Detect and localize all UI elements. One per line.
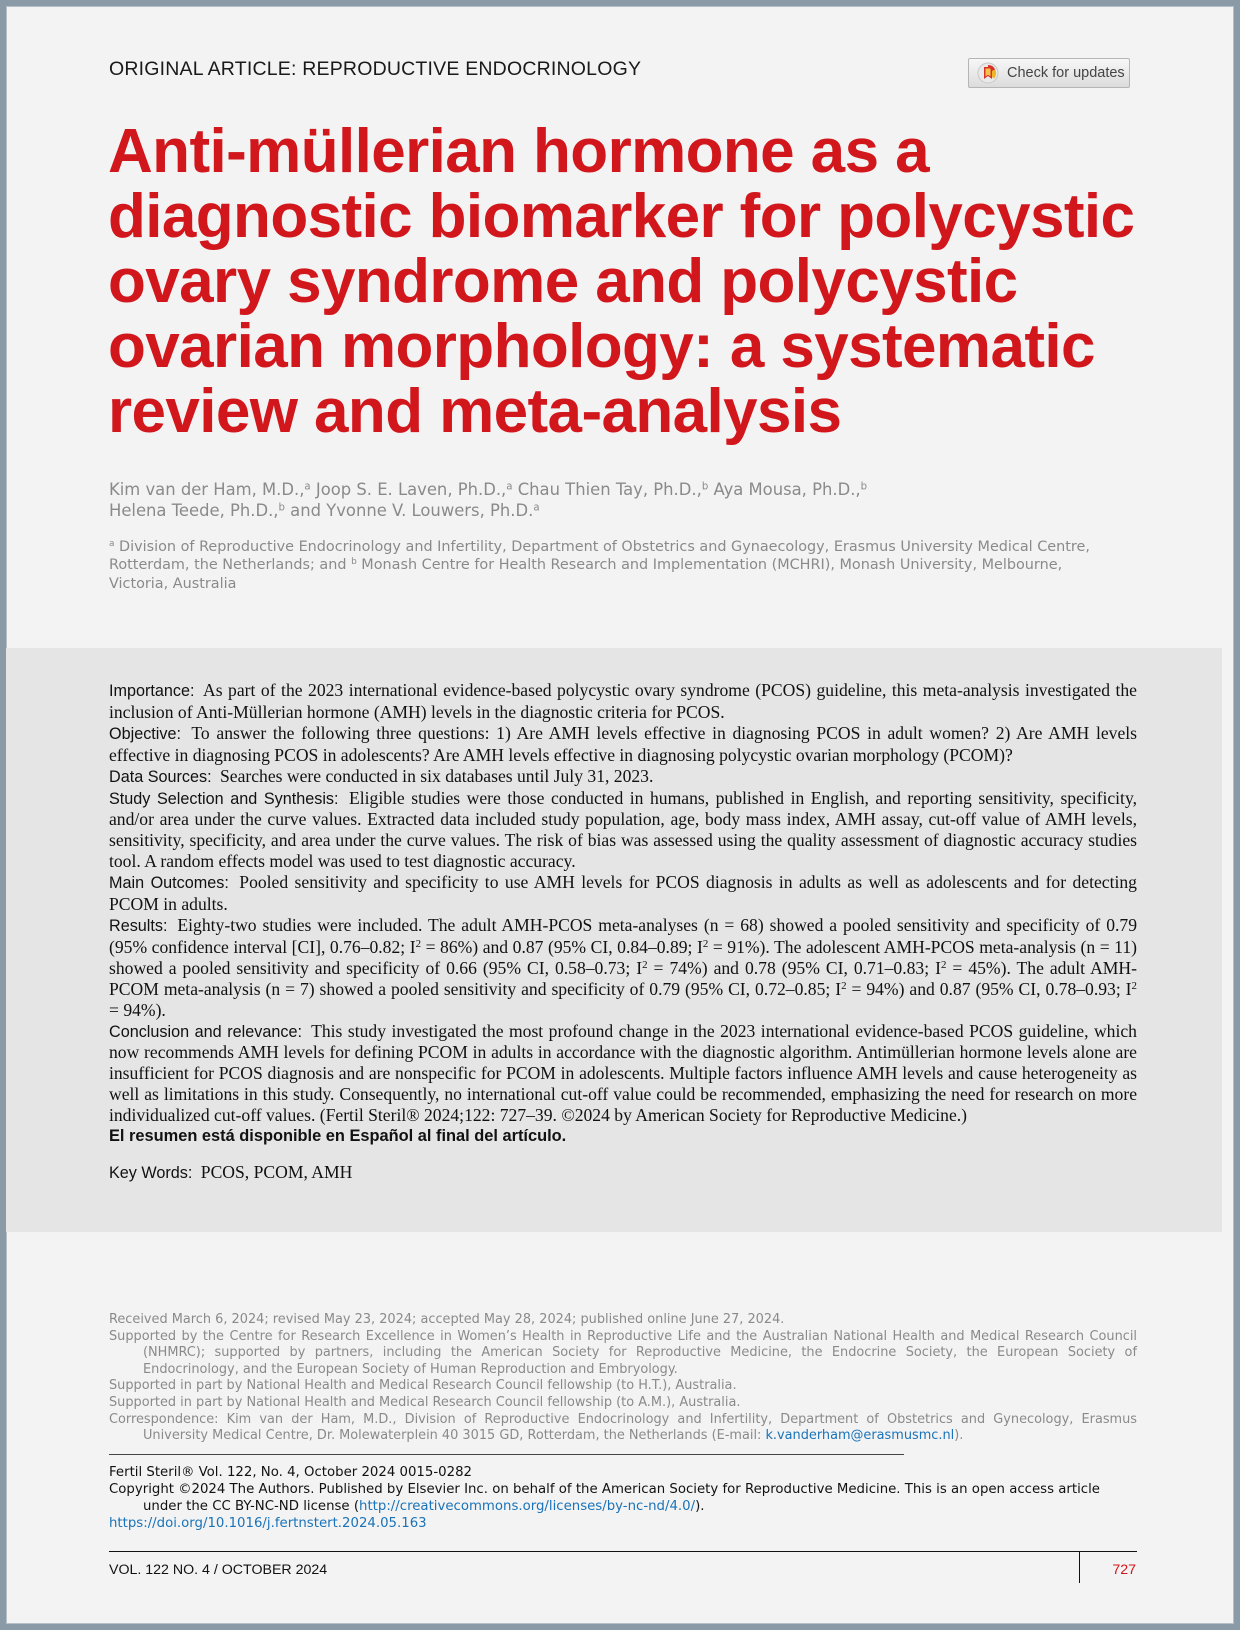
- footer-divider: [109, 1551, 1137, 1552]
- abstract-label: Conclusion and relevance:: [109, 1022, 302, 1041]
- abstract-main-outcomes: [109, 872, 1137, 915]
- abstract-text: Searches were conducted in six databases until July 31, 2023.: [219, 765, 654, 786]
- author-name: Helena Teede, Ph.D.,: [109, 501, 279, 520]
- affiliations: [109, 538, 1109, 593]
- affiliation-b: Monash Centre for Health Research and Implementation (MCHRI), Monash University, Melbourne, Victoria, Australia: [109, 557, 1063, 592]
- funding-note: Supported by the Centre for Research Excellence in Women’s Health in Reproductive Life and the Australian National Health and Medical Research Council (NHMRC); supported by partners, including the American Society for Reproductive Medicine, the Endocrine Society, the European Society of Endocrinology, and the European Society of Human Reproduction and Embryology.: [109, 1328, 1137, 1377]
- abstract-text: Eighty-two studies were included. The adult AMH-PCOS meta-analyses (n = 68) showed a pooled sensitivity and specificity of 0.79 (95% confidence interval [CI], 0.76–0.82; I: [109, 914, 1138, 957]
- article-title: Anti-müllerian hormone as a diagnostic biomarker for polycystic ovary syndrome and polycystic ovarian morphology: a systematic review and meta-analysis: [108, 117, 1135, 446]
- article-page: [6, 6, 1234, 1624]
- abstract-label: Study Selection and Synthesis:: [109, 789, 339, 808]
- abstract-data-sources: [109, 766, 1137, 788]
- superscript: 2: [702, 937, 709, 950]
- abstract-text: = 74%) and 0.78 (95% CI, 0.71–0.83; I: [647, 957, 941, 978]
- check-for-updates-label: Check for updates: [1007, 65, 1125, 81]
- abstract-objective: [109, 723, 1137, 766]
- affiliation-mark: b: [860, 481, 868, 493]
- copyright-notice: [109, 1481, 1137, 1515]
- footer-issue: VOL. 122 NO. 4 / OCTOBER 2024: [109, 1562, 328, 1578]
- abstract-text: This study investigated the most profound change in the 2023 international evidence-based PCOS guideline, which now recommends AMH levels for defining PCOM in adults in accordance with the diagnostic algorithm. Antimüllerian hormone levels alone are insufficient for PCOS diagnosis and are nonspecific for PCOM in adolescents. Multiple factors influence AMH levels and cause heterogeneity as well as limitations in this study. Consequently, no international cut-off value could be recommended, emphasizing the need for research on more individualized cut-off values. (Fertil Steril® 2024;122: 727–39. ©2024 by American Society for Reproductive Medicine.): [109, 1020, 1137, 1126]
- abstract-label: Data Sources:: [109, 767, 212, 786]
- abstract-text: Eligible studies were those conducted in humans, published in English, and reporting sensitivity, specificity, and/or area under the curve values. Extracted data included study population, age, body mass index, AMH assay, cut-off value of AMH levels, sensitivity, specificity, and area under the curve values. The risk of bias was assessed using the quality assessment of diagnostic accuracy studies tool. A random effects model was used to test diagnostic accuracy.: [109, 787, 1137, 872]
- affiliation-mark: b: [278, 502, 285, 514]
- abstract-text: = 45%). The adult AMH-PCOM meta-analysis (n = 7) showed a pooled sensitivity and specificity of 0.79 (95% CI, 0.72–0.85; I: [109, 957, 1137, 999]
- affiliation-a: Division of Reproductive Endocrinology and Infertility, Department of Obstetrics and Gynaecology, Erasmus University Medical Centre, Rotterdam, the Netherlands; and: [109, 539, 1090, 574]
- funding-note: Supported in part by National Health and Medical Research Council fellowship (to H.T.), Australia.: [109, 1378, 737, 1394]
- abstract-text: = 94%).: [109, 999, 166, 1020]
- keywords-list: PCOS, PCOM, AMH: [200, 1161, 353, 1182]
- affiliation-mark: a: [304, 481, 311, 493]
- author-name: Chau Thien Tay, Ph.D.,: [512, 480, 702, 499]
- correspondence: [109, 1412, 1137, 1445]
- abstract-text: = 86%) and 0.87 (95% CI, 0.84–0.89; I: [421, 936, 703, 957]
- section-label: ORIGINAL ARTICLE: REPRODUCTIVE ENDOCRINOLOGY: [109, 58, 642, 80]
- page-number: 727: [1112, 1562, 1136, 1578]
- superscript: 2: [940, 958, 947, 971]
- affiliation-mark: a: [533, 502, 540, 514]
- author-name: Kim van der Ham, M.D.,: [109, 480, 305, 499]
- superscript: 2: [1131, 979, 1137, 992]
- abstract-text: As part of the 2023 international evidence-based polycystic ovary syndrome (PCOS) guideline, this meta-analysis investigated the inclusion of Anti-Müllerian hormone (AMH) levels in the diagnostic criteria for PCOS.: [109, 680, 1137, 722]
- crossmark-icon: [977, 62, 999, 84]
- keywords: [109, 1162, 1137, 1184]
- received-dates: Received March 6, 2024; revised May 23, 2024; accepted May 28, 2024; published online June 27, 2024.: [109, 1312, 785, 1327]
- divider: [109, 1454, 904, 1455]
- abstract-label: Main Outcomes:: [109, 874, 229, 893]
- spanish-abstract-note: El resumen está disponible en Español al final del artículo.: [109, 1127, 567, 1146]
- affiliation-mark: a: [506, 481, 513, 493]
- copyright-block: [109, 1464, 1137, 1532]
- abstract-text: Pooled sensitivity and specificity to use AMH levels for PCOS diagnosis in adults as well as adolescents and for detecting PCOM in adults.: [109, 872, 1137, 915]
- funding-note: Supported in part by National Health and Medical Research Council fellowship (to A.M.), Australia.: [109, 1394, 741, 1410]
- article-notes: [109, 1312, 1137, 1445]
- correspondence-text: Correspondence: Kim van der Ham, M.D., Division of Reproductive Endocrinology and Infertility, Department of Obstetrics and Gynecology, Erasmus University Medical Centre, Dr. Molewaterplein 40 3015 GD, Rotterdam, the Netherlands (E-mail:: [109, 1411, 1137, 1444]
- affiliation-mark: b: [701, 481, 709, 493]
- abstract-conclusion: [109, 1021, 1137, 1127]
- abstract: [109, 680, 1137, 1184]
- author-name: Aya Mousa, Ph.D.,: [708, 480, 861, 499]
- abstract-text: To answer the following three questions: 1) Are AMH levels effective in diagnosing PCOS in adult women? 2) Are AMH levels effective in diagnosing PCOS in adolescents? Are AMH levels effective in diagnosing polycystic ovarian morphology (PCOM)?: [109, 722, 1137, 765]
- doi-link[interactable]: https://doi.org/10.1016/j.fertnstert.2024.05.163: [109, 1516, 427, 1531]
- author-name: and Yvonne V. Louwers, Ph.D.: [284, 501, 534, 520]
- copyright-text-end: ).: [695, 1499, 705, 1514]
- abstract-text: = 91%). The adolescent AMH-PCOS meta-analysis (n = 11) showed a pooled sensitivity and specificity of 0.66 (95% CI, 0.58–0.73; I: [109, 936, 1137, 978]
- keywords-label: Key Words:: [109, 1163, 193, 1182]
- check-for-updates-button[interactable]: [968, 58, 1130, 88]
- correspondence-end: ).: [954, 1428, 964, 1444]
- superscript: 2: [415, 937, 422, 950]
- superscript: 2: [642, 958, 648, 971]
- abstract-label: Results:: [109, 916, 168, 935]
- abstract-study-selection: [109, 788, 1137, 873]
- affiliation-mark: b: [351, 557, 357, 568]
- footer-vertical-divider: [1079, 1551, 1080, 1583]
- affiliation-mark: a: [109, 539, 115, 550]
- abstract-importance: [109, 680, 1137, 723]
- license-link[interactable]: http://creativecommons.org/licenses/by-nc-nd/4.0/: [359, 1499, 696, 1514]
- abstract-results: [109, 915, 1137, 1021]
- superscript: 2: [841, 979, 847, 992]
- journal-citation: Fertil Steril® Vol. 122, No. 4, October 2024 0015-0282: [109, 1465, 472, 1480]
- author-list: [109, 479, 1129, 521]
- email-link[interactable]: k.vanderham@erasmusmc.nl: [765, 1428, 955, 1444]
- author-name: Joop S. E. Laven, Ph.D.,: [310, 480, 507, 499]
- copyright-text: Copyright ©2024 The Authors. Published by Elsevier Inc. on behalf of the American Society for Reproductive Medicine. This is an open access article under the CC BY-NC-ND license (: [109, 1482, 1100, 1514]
- abstract-text: = 94%) and 0.87 (95% CI, 0.78–0.93; I: [846, 978, 1132, 999]
- abstract-label: Importance:: [109, 682, 195, 700]
- abstract-label: Objective:: [109, 724, 181, 743]
